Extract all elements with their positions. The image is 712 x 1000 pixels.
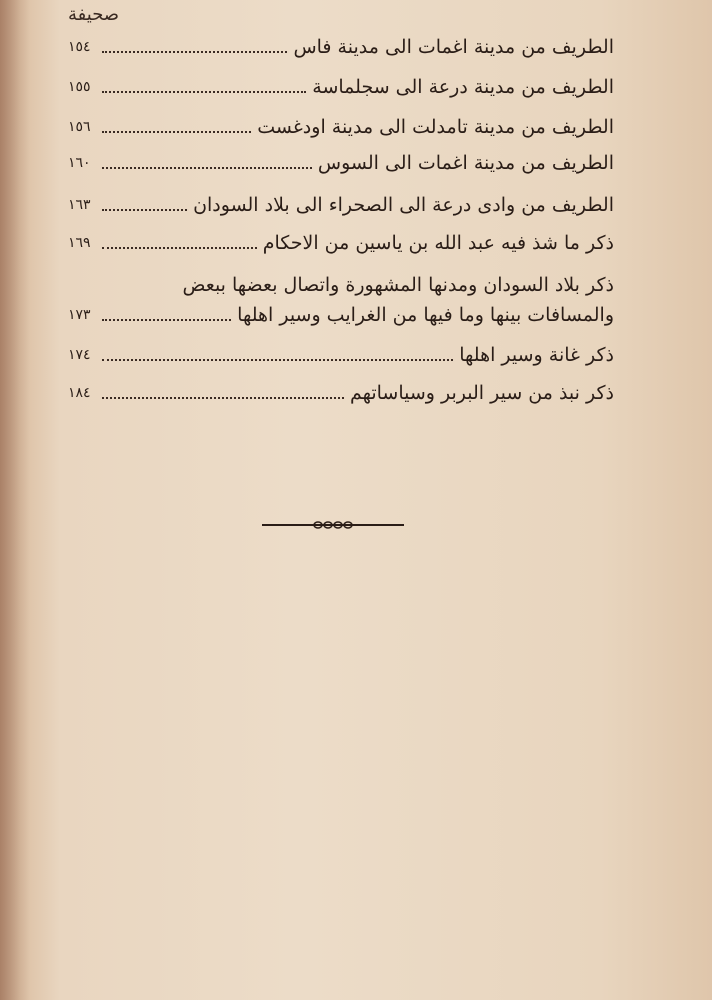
- toc-entry-line1: ذكر بلاد السودان ومدنها المشهورة واتصال بعضها ببعض: [182, 274, 614, 296]
- toc-entry: [68, 340, 614, 370]
- toc-entry-title: ذكر نبذ من سير البربر وسياساتهم: [349, 382, 614, 404]
- dot-leader: [102, 247, 257, 249]
- dot-leader: [102, 51, 287, 53]
- toc-entry: [68, 378, 614, 408]
- toc-entry: [68, 112, 614, 142]
- toc-entry-title: ذكر غانة وسير اهلها: [459, 344, 614, 366]
- toc-entry: [68, 190, 614, 220]
- toc-entry-title: الطريف من وادى درعة الى الصحراء الى بلاد السودان: [193, 194, 614, 216]
- dot-leader: [102, 319, 231, 321]
- page-column-header: صحيفة: [68, 4, 120, 25]
- dot-leader: [102, 209, 187, 211]
- toc-entry-title: الطريف من مدينة اغمات الى مدينة فاس: [293, 36, 614, 58]
- toc-page-number: ١٧٤: [68, 347, 91, 363]
- toc-page-number: ١٨٤: [68, 385, 91, 401]
- dot-leader: [102, 91, 306, 93]
- toc-entry-title: الطريف من مدينة تامدلت الى مدينة اودغست: [257, 116, 614, 138]
- dot-leader: [102, 167, 312, 169]
- toc-entry-title: الطريف من مدينة اغمات الى السوس: [317, 152, 614, 174]
- toc-page-number: ١٦٣: [68, 197, 91, 213]
- toc-page-number: ١٥٦: [68, 119, 91, 135]
- toc-page-number: ١٧٣: [68, 307, 91, 323]
- toc-entry: [68, 148, 614, 178]
- toc-entry-title: الطريف من مدينة درعة الى سجلماسة: [312, 76, 614, 98]
- ornament-divider: [262, 518, 404, 532]
- toc-entry: [68, 32, 614, 62]
- dot-leader: [102, 397, 344, 399]
- toc-page-number: ١٥٥: [68, 79, 91, 95]
- toc-entry: [68, 228, 614, 258]
- toc-entry-title: والمسافات بينها وما فيها من الغرايب وسير اهلها: [237, 304, 614, 326]
- toc-entry: [68, 72, 614, 102]
- toc-page-number: ١٦٠: [68, 155, 91, 171]
- toc-page-number: ١٥٤: [68, 39, 91, 55]
- dot-leader: [102, 359, 453, 361]
- toc-entry: [68, 300, 614, 330]
- toc-page-number: ١٦٩: [68, 235, 91, 251]
- toc-entry-title: ذكر ما شذ فيه عبد الله بن ياسين من الاحكام: [262, 232, 614, 254]
- dot-leader: [102, 131, 251, 133]
- page-edge-shadow: [0, 0, 30, 1000]
